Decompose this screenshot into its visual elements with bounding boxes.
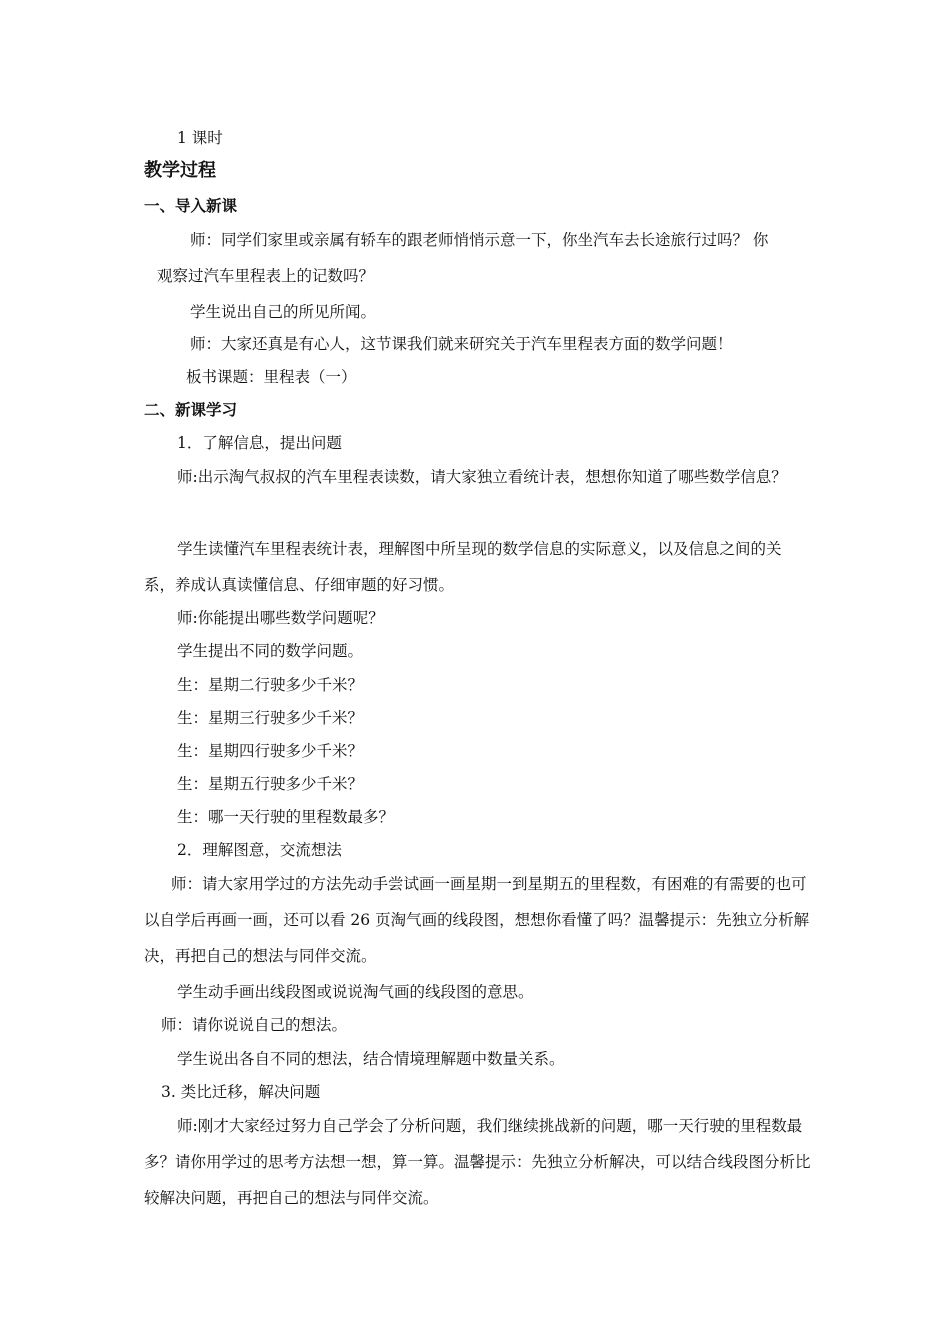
student-question-1: 生：星期二行驶多少千米？	[177, 676, 364, 694]
step1-paragraph1: 师:出示淘气叔叔的汽车里程表读数，请大家独立看统计表，想想你知道了哪些数学信息？	[177, 468, 787, 486]
step1-student-questions-intro: 学生提出不同的数学问题。	[177, 642, 364, 660]
section1-title: 一、导入新课	[144, 197, 238, 215]
section1-paragraph-line2: 观察过汽车里程表上的记数吗？	[157, 267, 375, 285]
page-heading: 教学过程	[144, 160, 216, 181]
student-question-4: 生：星期五行驶多少千米？	[177, 775, 364, 793]
section1-teacher-remark: 师：大家还真是有心人，这节课我们就来研究关于汽车里程表方面的数学问题！	[190, 335, 733, 353]
step2-student-ideas: 学生说出各自不同的想法，结合情境理解题中数量关系。	[177, 1050, 565, 1068]
step2-paragraph1: 师：请大家用学过的方法先动手尝试画一画星期一到星期五的里程数，有困难的有需要的也可以自学后再画一画，还可以看 26 页淘气画的线段图，想想你看懂了吗？温馨提示：先独立分析解决，再把自己的想法与同伴交流。	[144, 875, 810, 965]
step2-teacher-prompt: 师：请你说说自己的想法。	[161, 1016, 348, 1034]
lesson-hours: 1 课时	[177, 129, 223, 147]
step1-teacher-question: 师:你能提出哪些数学问题呢？	[177, 609, 384, 627]
step2-title: 2．理解图意，交流想法	[177, 841, 342, 859]
step1-paragraph2: 学生读懂汽车里程表统计表，理解图中所呈现的数学信息的实际意义，以及信息之间的关系，养成认真读懂信息、仔细审题的好习惯。	[144, 540, 782, 594]
student-question-3: 生：星期四行驶多少千米？	[177, 742, 364, 760]
step3-title: 3. 类比迁移，解决问题	[161, 1083, 321, 1101]
section1-board-title: 板书课题：里程表（一）	[186, 368, 357, 386]
section2-title: 二、新课学习	[144, 401, 238, 419]
section1-student-response: 学生说出自己的所见所闻。	[190, 303, 377, 321]
step1-title: 1．了解信息，提出问题	[177, 434, 342, 452]
step2-student-drawing: 学生动手画出线段图或说说淘气画的线段图的意思。	[177, 983, 534, 1001]
student-question-2: 生：星期三行驶多少千米？	[177, 709, 364, 727]
student-question-5: 生：哪一天行驶的里程数最多？	[177, 808, 395, 826]
section1-paragraph-line1: 师：同学们家里或亲属有轿车的跟老师悄悄示意一下，你坐汽车去长途旅行过吗？ 你	[190, 231, 769, 249]
step3-paragraph1: 师:刚才大家经过努力自己学会了分析问题，我们继续挑战新的问题，哪一天行驶的里程数最多？请你用学过的思考方法想一想，算一算。温馨提示：先独立分析解决，可以结合线段图分析比较解决问题，再把自己的想法与同伴交流。	[144, 1117, 811, 1207]
